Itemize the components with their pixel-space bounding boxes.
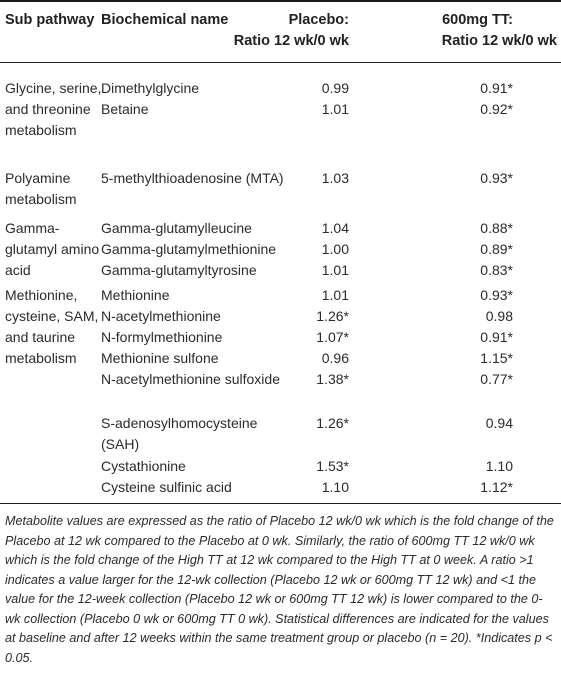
row-placebo: 1.03 xyxy=(321,170,349,186)
row-tt: 1.15* xyxy=(480,350,513,366)
row-tt: 0.98 xyxy=(485,308,513,324)
header-tt-line2: Ratio 12 wk/0 wk xyxy=(441,33,557,49)
row-name: Methionine sulfone xyxy=(101,350,219,366)
header-biochemical-name: Biochemical name xyxy=(101,12,229,28)
group-gamma-glutamyl: Gamma-glutamyl amino acid xyxy=(5,220,100,278)
row-placebo: 1.01 xyxy=(321,287,349,303)
row-tt: 1.12* xyxy=(480,479,513,495)
row-name: Cysteine sulfinic acid xyxy=(101,479,232,495)
row-name: 5-methylthioadenosine (MTA) xyxy=(101,170,284,186)
row-name: N-formylmethionine xyxy=(101,329,223,345)
row-tt: 0.93* xyxy=(480,170,513,186)
row-tt: 0.92* xyxy=(480,101,513,117)
row-name: Gamma-glutamylmethionine xyxy=(101,241,277,257)
group-polyamine: Polyamine metabolism xyxy=(5,170,77,207)
row-placebo: 1.00 xyxy=(321,241,349,257)
row-placebo: 1.10 xyxy=(321,479,349,495)
row-name: N-acetylmethionine xyxy=(101,308,221,324)
row-name: Gamma-glutamylleucine xyxy=(101,220,252,236)
row-tt: 0.89* xyxy=(480,241,513,257)
row-tt: 0.77* xyxy=(480,371,513,387)
row-tt: 0.94 xyxy=(485,415,513,431)
row-placebo: 1.38* xyxy=(316,371,349,387)
row-placebo: 1.53* xyxy=(316,458,349,474)
header-placebo-line2: Ratio 12 wk/0 wk xyxy=(233,33,349,49)
header-sub-pathway: Sub pathway xyxy=(5,12,95,28)
row-name: Methionine xyxy=(101,287,170,303)
row-name: N-acetylmethionine sulfoxide xyxy=(101,371,280,387)
header-rule xyxy=(0,62,561,63)
group-methionine: Methionine, cysteine, SAM, and taurine metabolism xyxy=(5,287,99,366)
row-name: Cystathionine xyxy=(101,458,186,474)
row-tt: 0.83* xyxy=(480,262,513,278)
group-glycine: Glycine, serine, and threonine metabolism xyxy=(5,80,102,138)
header-tt-line1: 600mg TT: xyxy=(442,12,513,28)
bottom-rule xyxy=(0,503,561,504)
row-placebo: 1.04 xyxy=(321,220,349,236)
table-footnote: Metabolite values are expressed as the ratio of Placebo 12 wk/0 wk which is the fold change of the Placebo at 12 wk compared to the Placebo at 0 wk. Similarly, the ratio of 600mg TT 12 wk/0 wk which is the fold change of the High TT at 12 wk compared to the High TT at 0 week. A ratio >1 indicates a value larger for the 12-wk collection (Placebo 12 wk or 600mg TT 12 wk) and <1 the value for the 12-week collection (Placebo 12 wk or 600mg TT 12 wk) is lower compared to the 0-wk collection (Placebo 0 wk or 600mg TT 0 wk). Statistical differences are indicated for the values at baseline and after 12 weeks within the same treatment group or placebo (n = 20). *Indicates p < 0.05. xyxy=(5,514,554,665)
row-placebo: 1.07* xyxy=(316,329,349,345)
row-tt: 0.91* xyxy=(480,329,513,345)
row-tt: 1.10 xyxy=(485,458,513,474)
row-name: Betaine xyxy=(101,101,149,117)
header-placebo-line1: Placebo: xyxy=(288,12,349,28)
row-placebo: 0.96 xyxy=(321,350,349,366)
row-placebo: 1.26* xyxy=(316,308,349,324)
row-tt: 0.93* xyxy=(480,287,513,303)
row-placebo: 1.01 xyxy=(321,262,349,278)
row-name: S-adenosylhomocysteine (SAH) xyxy=(101,415,258,452)
top-rule xyxy=(0,0,561,2)
row-name: Gamma-glutamyltyrosine xyxy=(101,262,257,278)
row-name: Dimethylglycine xyxy=(101,80,200,96)
row-tt: 0.88* xyxy=(480,220,513,236)
row-tt: 0.91* xyxy=(480,80,513,96)
row-placebo: 1.26* xyxy=(316,415,349,431)
row-placebo: 0.99 xyxy=(321,80,349,96)
row-placebo: 1.01 xyxy=(321,101,349,117)
